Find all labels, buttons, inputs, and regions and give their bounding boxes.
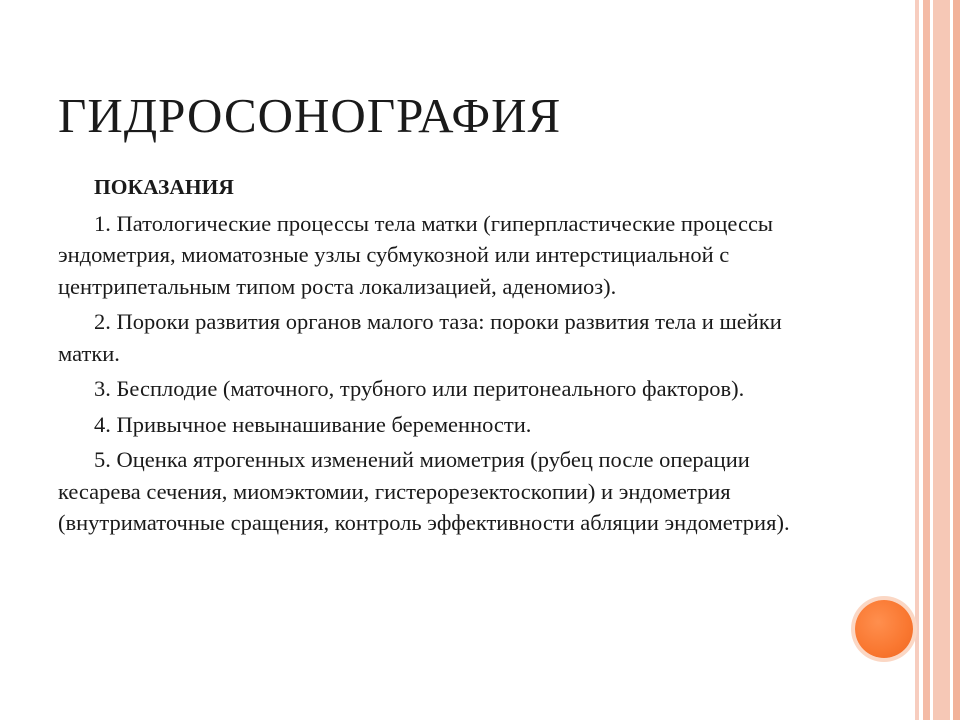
section-heading: ПОКАЗАНИЯ <box>94 175 234 199</box>
decorative-stripe <box>953 0 960 720</box>
slide-body <box>58 172 838 543</box>
decorative-circle <box>855 600 913 658</box>
indication-item-5: 5. Оценка ятрогенных изменений миометрия (рубец после операции кесарева сечения, миомэктомии, гистерорезектоскопии) и эндометрия (внутриматочные сращения, контроль эффективности абляции эндометрия). <box>58 447 790 535</box>
indication-item-3: 3. Бесплодие (маточного, трубного или перитонеального факторов). <box>94 376 745 401</box>
indication-item-1: 1. Патологические процессы тела матки (гиперпластические процессы эндометрия, миоматозные узлы субмукозной или интерстициальной с центрипетальным типом роста локализацией, аденомиоз). <box>58 210 774 299</box>
indication-item-4: 4. Привычное невынашивание беременности. <box>94 411 532 437</box>
slide-title: ГИДРОСОНОГРАФИЯ <box>58 88 562 143</box>
decorative-stripe <box>923 0 930 720</box>
decorative-stripe <box>915 0 919 720</box>
decorative-stripe <box>933 0 950 720</box>
indication-item-2: 2. Пороки развития органов малого таза: пороки развития тела и шейки матки. <box>58 309 782 366</box>
